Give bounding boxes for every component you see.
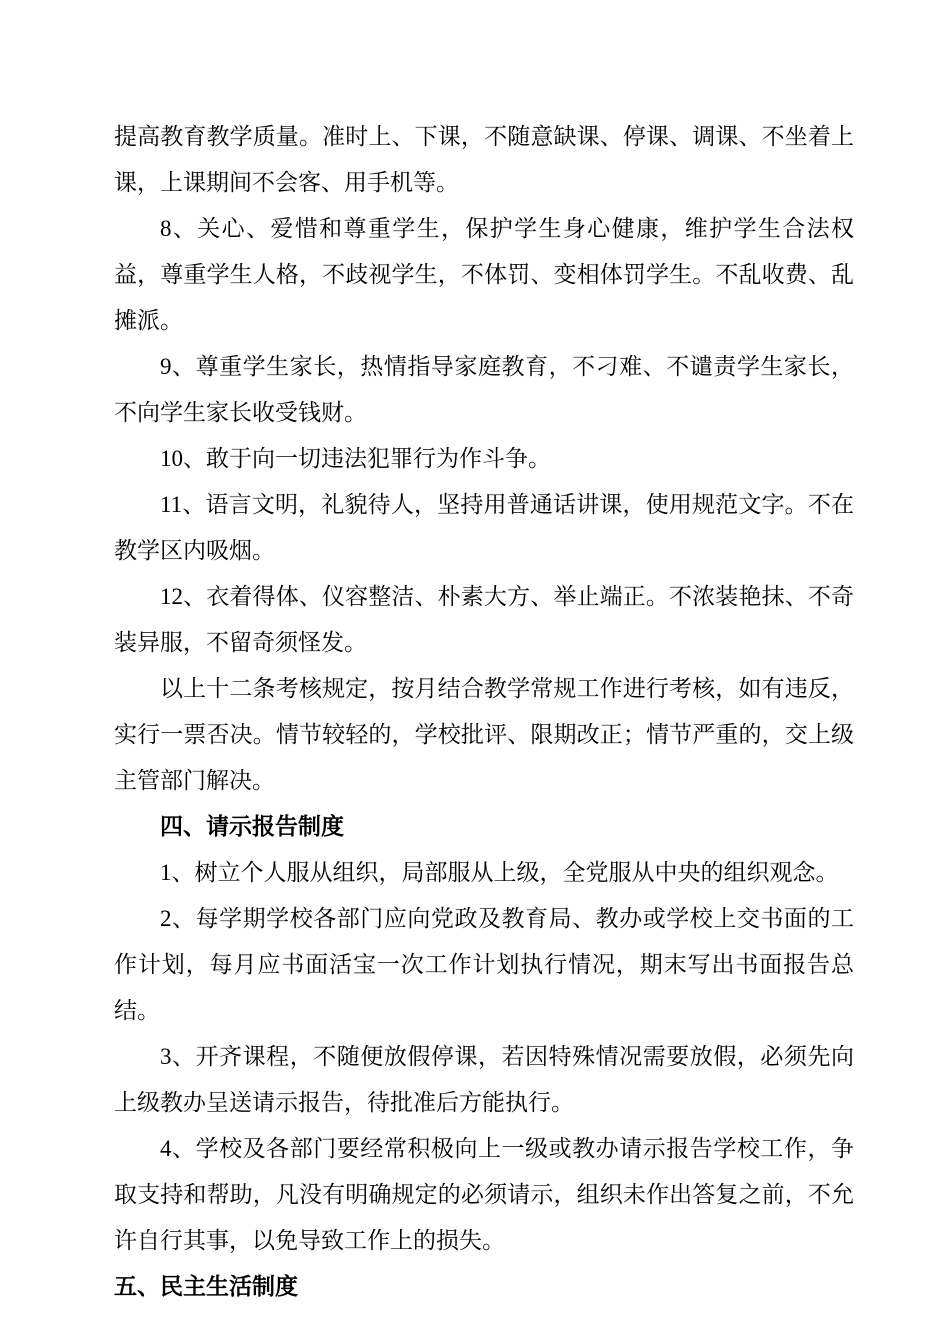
paragraph-item-10: 10、敢于向一切违法犯罪行为作斗争。: [160, 446, 551, 471]
paragraph-item-8: 8、关心、爱惜和尊重学生，保护学生身心健康，维护学生合法权益，尊重学生人格，不歧视学生，不体罚、变相体罚学生。不乱收费、乱摊派。: [114, 216, 854, 333]
section-heading-4: 四、请示报告制度: [160, 814, 344, 839]
paragraph-report-4: 4、学校及各部门要经常积极向上一级或教办请示报告学校工作，争取支持和帮助，凡没有明确规定的必须请示，组织未作出答复之前，不允许自行其事，以免导致工作上的损失。: [114, 1136, 854, 1253]
paragraph-report-1: 1、树立个人服从组织，局部服从上级，全党服从中央的组织观念。: [160, 860, 839, 885]
paragraph-report-2: 2、每学期学校各部门应向党政及教育局、教办或学校上交书面的工作计划，每月应书面活宝一次工作计划执行情况，期末写出书面报告总结。: [114, 906, 854, 1023]
document-page: [114, 114, 854, 1310]
paragraph-item-9: 9、尊重学生家长，热情指导家庭教育，不刁难、不谴责学生家长，不向学生家长收受钱财。: [114, 354, 854, 425]
paragraph-item-12: 12、衣着得体、仪容整洁、朴素大方、举止端正。不浓装艳抹、不奇装异服，不留奇须怪发。: [114, 584, 854, 655]
paragraph-report-3: 3、开齐课程，不随便放假停课，若因特殊情况需要放假，必须先向上级教办呈送请示报告，待批准后方能执行。: [114, 1044, 854, 1115]
paragraph-summary: 以上十二条考核规定，按月结合教学常规工作进行考核，如有违反，实行一票否决。情节较轻的，学校批评、限期改正；情节严重的，交上级主管部门解决。: [114, 676, 854, 793]
section-heading-5: 五、民主生活制度: [114, 1274, 298, 1299]
paragraph-continuation: 提高教育教学质量。准时上、下课，不随意缺课、停课、调课、不坐着上课，上课期间不会客、用手机等。: [114, 124, 854, 195]
paragraph-item-11: 11、语言文明，礼貌待人，坚持用普通话讲课，使用规范文字。不在教学区内吸烟。: [114, 492, 854, 563]
